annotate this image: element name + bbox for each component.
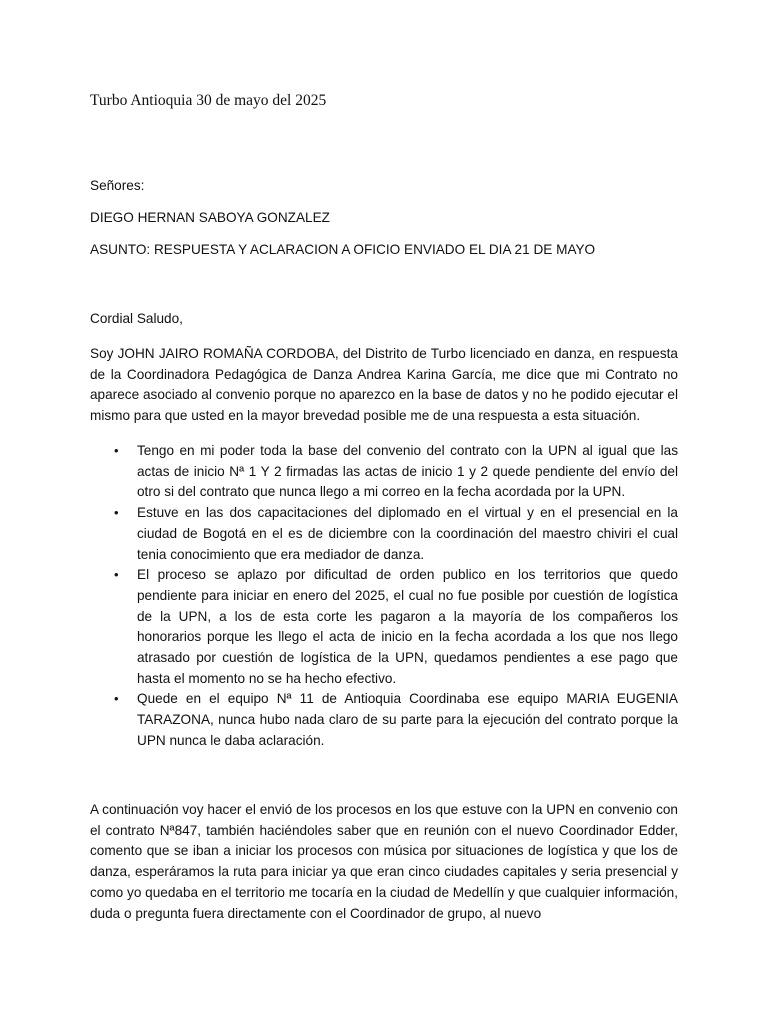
bullet-icon: • [114,443,119,458]
bullet-item [90,565,678,689]
bullet-item [90,503,678,565]
bullet-text: Tengo en mi poder toda la base del convenio del contrato con la UPN al igual que las actas de inicio Nª 1 Y 2 firmadas las actas de inicio 1 y 2 quede pendiente del envío del otro si del contrato que nunca llego a mi correo en la fecha acordada por la UPN. [137,443,678,500]
recipient-name: DIEGO HERNAN SABOYA GONZALEZ [90,210,330,225]
bullet-list [90,441,678,752]
salutation: Cordial Saludo, [90,311,183,326]
greeting-to: Señores: [90,178,145,193]
bullet-text: El proceso se aplazo por dificultad de orden publico en los territorios que quedo pendiente para iniciar en enero del 2025, el cual no fue posible por cuestión de logística de la UPN, a los de esta corte les pagaron a la mayoría de los compañeros los honorarios porque les llego el acta de inicio en la fecha acordada a los que nos llego atrasado por cuestión de logística de la UPN, quedamos pendientes a ese pago que hasta el momento no se ha hecho efectivo. [137,567,678,686]
date-line: Turbo Antioquia 30 de mayo del 2025 [90,92,327,109]
bullet-text: Quede en el equipo Nª 11 de Antioquia Coordinaba ese equipo MARIA EUGENIA TARAZONA, nunca hubo nada claro de su parte para la ejecución del contrato porque la UPN nunca le daba aclaración. [137,691,678,748]
continuation-paragraph: A continuación voy hacer el envió de los procesos en los que estuve con la UPN en convenio con el contrato Nª847, también haciéndoles saber que en reunión con el nuevo Coordinador Edder, comento que se iban a iniciar los procesos con música por situaciones de logística y que los de danza, esperáramos la ruta para iniciar ya que eran cinco ciudades capitales y seria presencial y como yo quedaba en el territorio me tocaría en la ciudad de Medellín y que cualquier información, duda o pregunta fuera directamente con el Coordinador de grupo, al nuevo [90,802,678,921]
bullet-item [90,689,678,751]
bullet-item [90,441,678,503]
bullet-icon: • [114,567,119,583]
intro-paragraph: Soy JOHN JAIRO ROMAÑA CORDOBA, del Distrito de Turbo licenciado en danza, en respuesta de la Coordinadora Pedagógica de Danza Andrea Karina García, me dice que mi Contrato no aparece asociado al convenio porque no aparezco en la base de datos y no he podido ejecutar el mismo para que usted en la mayor brevedad posible me de una respuesta a esta situación. [90,346,678,424]
subject-line: ASUNTO: RESPUESTA Y ACLARACION A OFICIO ENVIADO EL DIA 21 DE MAYO [90,242,596,257]
bullet-icon: • [114,505,119,521]
bullet-text: Estuve en las dos capacitaciones del diplomado en el virtual y en el presencial en la ciudad de Bogotá en el es de diciembre con la coordinación del maestro chiviri el cual tenia conocimiento que era mediador de danza. [137,505,678,562]
bullet-icon: • [114,691,119,707]
